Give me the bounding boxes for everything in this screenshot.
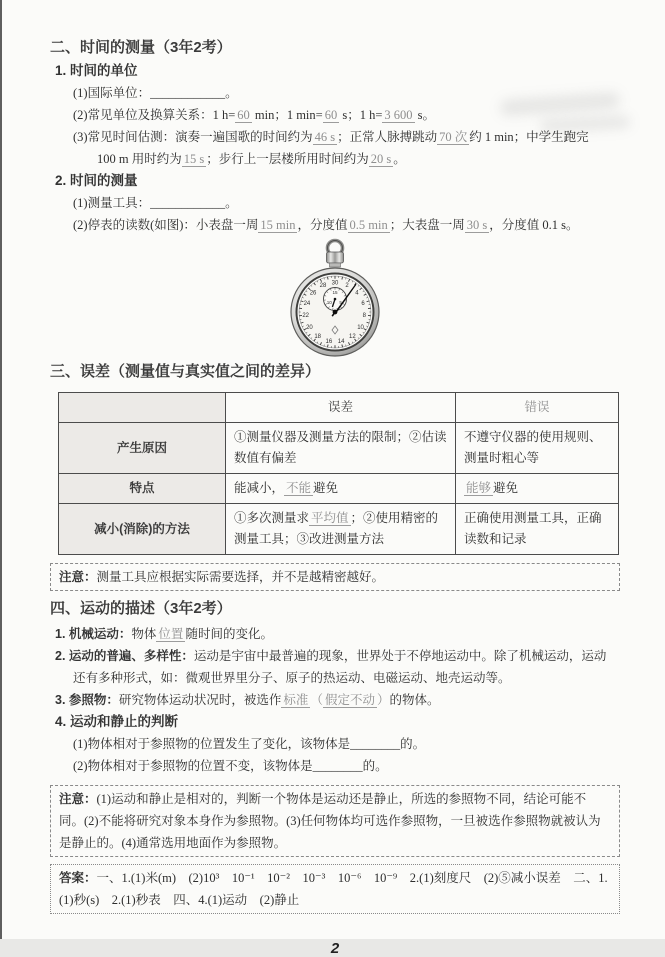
line-time-estimates-2: 100 m 用时约为 15 s ；步行上一层楼所用时间约为 20 s 。: [97, 148, 620, 170]
svg-text:28: 28: [320, 283, 327, 289]
svg-text:2: 2: [345, 283, 349, 289]
line-stopwatch-reading: (2)停表的读数(如图)：小表盘一周 15 min ，分度值 0.5 min ；大表盘一周 30 s ，分度值 0.1 s。: [73, 214, 620, 236]
section-title-error: 三、误差（测量值与真实值之间的差异）: [50, 360, 620, 384]
svg-text:10: 10: [357, 325, 364, 331]
note-box-tool-choice: 注意：测量工具应根据实际需要选择，并不是越精密越好。: [50, 563, 620, 591]
cell-mistake-reduce: 正确使用测量工具，正确读数和记录: [456, 504, 619, 555]
svg-text:24: 24: [304, 301, 311, 307]
svg-text:16: 16: [326, 339, 333, 345]
line-motion-universality-1: 2. 运动的普遍、多样性：运动是宇宙中最普遍的现象，世界处于不停地运动中。除了机械运动，运动: [55, 645, 620, 667]
answers-box: 答案：一、1.(1)米(m) (2)10³ 10⁻¹ 10⁻² 10⁻³ 10⁻⁶ 10⁻⁹ 2.(1)刻度尺 (2)⑤减小误差 二、1.(1)秒(s) 2.(1)秒表 四、4.(1)运动 (2)静止: [50, 864, 620, 914]
table-row-reduce: [59, 504, 619, 555]
cell-error-cause: ①测量仪器及测量方法的限制；②估读数值有偏差: [226, 423, 456, 474]
svg-text:6: 6: [361, 301, 365, 307]
svg-text:14: 14: [338, 339, 345, 345]
cell-error-reduce: ①多次测量求 平均值 ；②使用精密的测量工具；③改进测量方法: [226, 504, 456, 555]
line-judgement-moving: (1)物体相对于参照物的位置发生了变化，该物体是________的。: [73, 733, 620, 755]
svg-text:4: 4: [355, 290, 359, 296]
stopwatch-crown: [327, 252, 344, 263]
svg-text:15: 15: [332, 290, 338, 295]
svg-text:20: 20: [306, 325, 313, 331]
row-label-reduce: 减小(消除)的方法: [59, 504, 226, 555]
cell-mistake-trait: 能够 避免: [456, 474, 619, 504]
line-reference-object: 3. 参照物：研究物体运动状况时，被选作 标准 （ 假定不动 ）的物体。: [55, 689, 620, 711]
svg-text:18: 18: [314, 334, 321, 340]
stopwatch-figure: [50, 238, 620, 356]
scan-edge-artifact: [0, 0, 2, 939]
table-row-trait: [59, 474, 619, 504]
subsection-time-units: 1. 时间的单位: [55, 60, 620, 82]
stopwatch-illustration: [279, 238, 391, 356]
stopwatch-pivot: [333, 310, 338, 315]
subsection-motion-judgement: 4. 运动和静止的判断: [55, 711, 620, 733]
page-number: 2: [50, 940, 620, 957]
line-mechanical-motion: 1. 机械运动：物体 位置 随时间的变化。: [55, 623, 620, 645]
section-title-motion: 四、运动的描述（3年2考）: [50, 597, 620, 621]
row-label-trait: 特点: [59, 474, 226, 504]
row-label-cause: 产生原因: [59, 423, 226, 474]
svg-text:22: 22: [302, 313, 309, 319]
line-unit-conversions: (2)常见单位及换算关系：1 h= 60 min；1 min= 60 s；1 h= 3 600 s。: [73, 104, 620, 126]
error-vs-mistake-table: [58, 392, 619, 555]
table-header-row: [59, 393, 619, 423]
col-header-error: 误差: [226, 393, 456, 423]
svg-text:5: 5: [339, 300, 342, 305]
svg-text:8: 8: [363, 313, 367, 319]
table-row-cause: [59, 423, 619, 474]
line-time-estimates-1: (3)常见时间估测：演奏一遍国歌的时间约为 46 s ；正常人脉搏跳动 70 次 约 1 min；中学生跑完: [73, 126, 620, 148]
line-measuring-tool-blank: (1)测量工具：____________。: [73, 192, 620, 214]
line-judgement-static: (2)物体相对于参照物的位置不变，该物体是________的。: [73, 755, 620, 777]
cell-mistake-cause: 不遵守仪器的使用规则、测量时粗心等: [456, 423, 619, 474]
page-content: [50, 36, 620, 957]
col-header-mistake: 错误: [456, 393, 619, 423]
svg-text:12: 12: [349, 334, 356, 340]
svg-text:10: 10: [327, 300, 333, 305]
table-corner-cell: [59, 393, 226, 423]
svg-text:30: 30: [332, 281, 339, 287]
line-si-unit-blank: (1)国际单位：____________。: [73, 82, 620, 104]
subsection-time-measuring: 2. 时间的测量: [55, 170, 620, 192]
line-motion-universality-2: 还有多种形式，如：微观世界里分子、原子的热运动、电磁运动、地壳运动等。: [73, 667, 620, 689]
section-title-time-measurement: 二、时间的测量（3年2考）: [50, 36, 620, 60]
note-box-relativity: 注意：(1)运动和静止是相对的，判断一个物体是运动还是静止，所选的参照物不同，结论可能不同。(2)不能将研究对象本身作为参照物。(3)任何物体均可选作参照物，一旦被选作参照物就被认为是静止的。(4)通常选用地面作为参照物。: [50, 785, 620, 857]
svg-text:26: 26: [310, 290, 317, 296]
cell-error-trait: 能减小， 不能 避免: [226, 474, 456, 504]
